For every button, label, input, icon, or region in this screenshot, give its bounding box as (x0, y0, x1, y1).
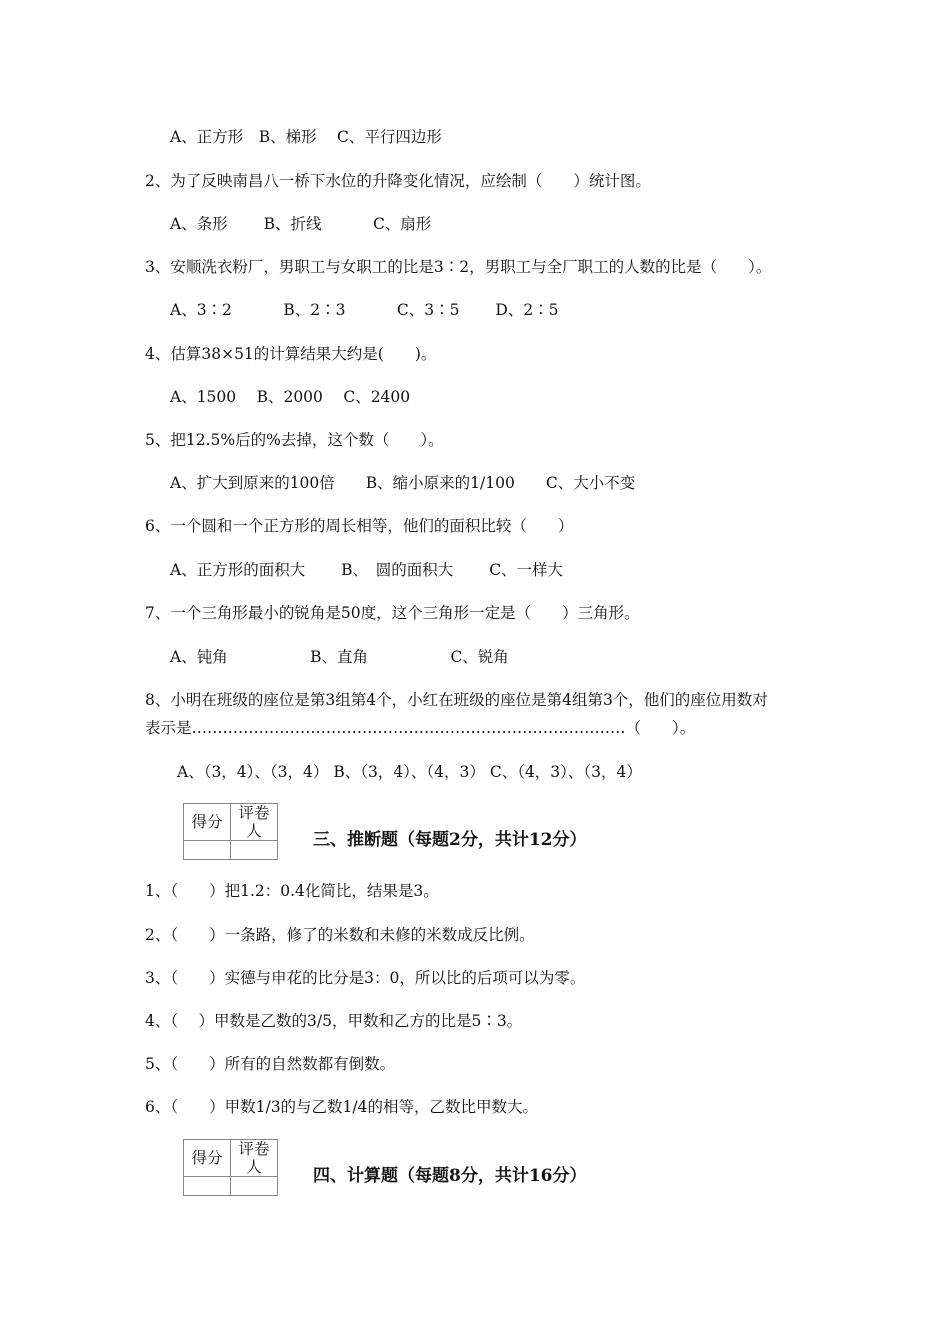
section3-item-1: 1、（ ）把1.2：0.4化简比，结果是3。 (145, 882, 439, 900)
score-box-section3 (183, 803, 278, 860)
grader-cell[interactable] (231, 1177, 278, 1196)
score-box-section4 (183, 1139, 278, 1196)
section3-item-2: 2、（ ）一条路，修了的米数和未修的米数成反比例。 (145, 926, 535, 944)
mc-q2-options: A、条形 B、折线 C、扇形 (170, 215, 432, 233)
score-label: 得分 (184, 804, 231, 841)
mc-q3: 3、安顺洗衣粉厂，男职工与女职工的比是3∶2，男职工与全厂职工的人数的比是（ ）。 (145, 258, 772, 276)
score-cell[interactable] (184, 841, 231, 860)
grader-cell[interactable] (231, 841, 278, 860)
mc-q4: 4、估算38×51的计算结果大约是( )。 (145, 345, 437, 363)
mc-q6-options: A、正方形的面积大 B、 圆的面积大 C、一样大 (170, 561, 564, 579)
mc-q4-options: A、1500 B、2000 C、2400 (170, 388, 411, 406)
section3-item-3: 3、（ ）实德与申花的比分是3：0，所以比的后项可以为零。 (145, 969, 586, 987)
section4-title: 四、计算题（每题8分，共计16分） (313, 1166, 587, 1186)
score-cell[interactable] (184, 1177, 231, 1196)
mc-q8-line2: 表示是…………………………………………………………………………（ ）。 (145, 719, 696, 737)
mc-q7-options: A、钝角 B、直角 C、锐角 (170, 648, 509, 666)
mc-q5: 5、把12.5%后的%去掉，这个数（ ）。 (145, 431, 444, 449)
mc-q3-options: A、3∶2 B、2∶3 C、3∶5 D、2∶5 (170, 301, 559, 319)
grader-label: 评卷人 (231, 804, 278, 841)
score-label: 得分 (184, 1140, 231, 1177)
mc-q1-options: A、正方形 B、梯形 C、平行四边形 (170, 128, 442, 146)
mc-q8-line1: 8、小明在班级的座位是第3组第4个，小红在班级的座位是第4组第3个，他们的座位用数对 (145, 691, 768, 709)
mc-q8-options: A、（3，4）、（3，4） B、（3，4）、（4，3） C、（4，3）、（3，4） (177, 763, 642, 781)
section3-item-5: 5、（ ）所有的自然数都有倒数。 (145, 1055, 396, 1073)
grader-label: 评卷人 (231, 1140, 278, 1177)
section3-title: 三、推断题（每题2分，共计12分） (313, 830, 587, 850)
mc-q5-options: A、扩大到原来的100倍 B、缩小原来的1/100 C、大小不变 (170, 474, 636, 492)
mc-q6: 6、一个圆和一个正方形的周长相等，他们的面积比较（ ） (145, 517, 574, 535)
mc-q7: 7、一个三角形最小的锐角是50度，这个三角形一定是（ ）三角形。 (145, 604, 640, 622)
mc-q2: 2、为了反映南昌八一桥下水位的升降变化情况，应绘制（ ）统计图。 (145, 172, 651, 190)
section3-item-4: 4、（ ）甲数是乙数的3/5，甲数和乙方的比是5∶3。 (145, 1012, 523, 1030)
section3-item-6: 6、（ ）甲数1/3的与乙数1/4的相等，乙数比甲数大。 (145, 1098, 539, 1116)
